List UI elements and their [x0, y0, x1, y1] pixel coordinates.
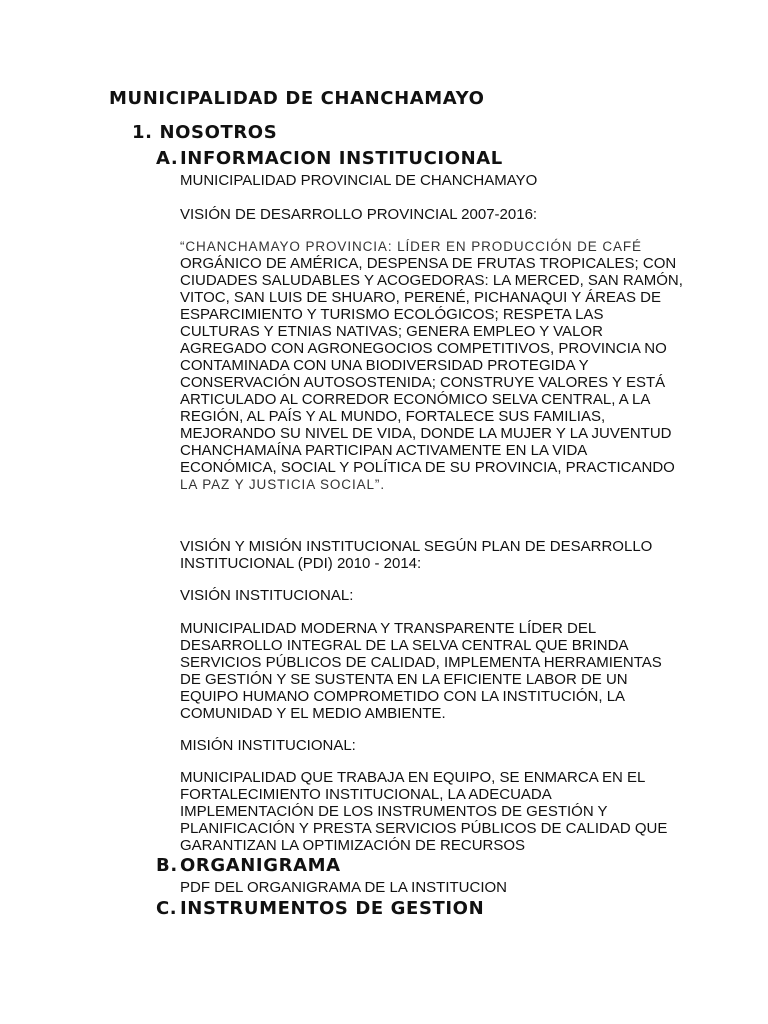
section-c-label: INSTRUMENTOS DE GESTION [180, 898, 485, 919]
paragraph-line: REGIÓN, AL PAÍS Y AL MUNDO, FORTALECE SUS FAMILIAS, [180, 408, 606, 425]
paragraph-line: PLANIFICACIÓN Y PRESTA SERVICIOS PÚBLICOS DE CALIDAD QUE [180, 820, 668, 837]
entity-name: MUNICIPALIDAD PROVINCIAL DE CHANCHAMAYO [180, 172, 538, 189]
paragraph-line: EQUIPO HUMANO COMPROMETIDO CON LA INSTITUCIÓN, LA [180, 688, 626, 705]
paragraph-line: INSTITUCIONAL (PDI) 2010 - 2014: [180, 555, 422, 572]
paragraph-line: CONTAMINADA CON UNA BIODIVERSIDAD PROTEGIDA Y [180, 357, 589, 374]
paragraph-line: ORGÁNICO DE AMÉRICA, DESPENSA DE FRUTAS TROPICALES; CON [180, 255, 677, 272]
organigrama-link-text: PDF DEL ORGANIGRAMA DE LA INSTITUCION [180, 879, 507, 896]
vision-provincial-paragraph [180, 238, 683, 493]
paragraph-line: SERVICIOS PÚBLICOS DE CALIDAD, IMPLEMENTA HERRAMIENTAS [180, 654, 662, 671]
paragraph-line: ESPARCIMIENTO Y TURISMO ECOLÓGICOS; RESPETA LAS [180, 306, 604, 323]
section-a-label: INFORMACION INSTITUCIONAL [180, 148, 503, 169]
paragraph-line: VITOC, SAN LUIS DE SHUARO, PERENÉ, PICHANAQUI Y ÁREAS DE [180, 289, 661, 306]
section-b-marker: B. [156, 855, 178, 876]
paragraph-line: “CHANCHAMAYO PROVINCIA: LÍDER EN PRODUCCIÓN DE CAFÉ [180, 239, 642, 254]
paragraph-line: ECONÓMICA, SOCIAL Y POLÍTICA DE SU PROVINCIA, PRACTICANDO [180, 459, 675, 476]
vision-institucional-heading: VISIÓN INSTITUCIONAL: [180, 587, 354, 604]
section-1-heading [132, 122, 277, 143]
paragraph-line: LA PAZ Y JUSTICIA SOCIAL”. [180, 477, 385, 492]
paragraph-line: CONSERVACIÓN AUTOSOSTENIDA; CONSTRUYE VALORES Y ESTÁ [180, 374, 666, 391]
paragraph-line: COMUNIDAD Y EL MEDIO AMBIENTE. [180, 705, 446, 722]
vision-provincial-heading: VISIÓN DE DESARROLLO PROVINCIAL 2007-2016: [180, 206, 538, 223]
section-c-marker: C. [156, 898, 178, 919]
pdi-heading [180, 538, 652, 572]
paragraph-line: CIUDADES SALUDABLES Y ACOGEDORAS: LA MERCED, SAN RAMÓN, [180, 272, 683, 289]
paragraph-line: CULTURAS Y ETNIAS NATIVAS; GENERA EMPLEO Y VALOR [180, 323, 603, 340]
section-1-label: NOSOTROS [159, 122, 278, 143]
paragraph-line: FORTALECIMIENTO INSTITUCIONAL, LA ADECUADA [180, 786, 552, 803]
vision-institucional-paragraph [180, 620, 662, 722]
paragraph-line: ARTICULADO AL CORREDOR ECONÓMICO SELVA CENTRAL, A LA [180, 391, 651, 408]
paragraph-line: GARANTIZAN LA OPTIMIZACIÓN DE RECURSOS [180, 837, 526, 854]
section-a-heading [156, 148, 503, 169]
paragraph-line: IMPLEMENTACIÓN DE LOS INSTRUMENTOS DE GESTIÓN Y [180, 803, 608, 820]
paragraph-line: MUNICIPALIDAD QUE TRABAJA EN EQUIPO, SE ENMARCA EN EL [180, 769, 646, 786]
section-a-marker: A. [156, 148, 179, 169]
paragraph-line: DE GESTIÓN Y SE SUSTENTA EN LA EFICIENTE LABOR DE UN [180, 671, 628, 688]
mision-institucional-heading: MISIÓN INSTITUCIONAL: [180, 737, 356, 754]
section-b-heading [156, 855, 341, 876]
paragraph-line: DESARROLLO INTEGRAL DE LA SELVA CENTRAL QUE BRINDA [180, 637, 629, 654]
paragraph-line: MEJORANDO SU NIVEL DE VIDA, DONDE LA MUJER Y LA JUVENTUD [180, 425, 672, 442]
paragraph-line: AGREGADO CON AGRONEGOCIOS COMPETITIVOS, PROVINCIA NO [180, 340, 667, 357]
section-b-label: ORGANIGRAMA [180, 855, 341, 876]
document-title: MUNICIPALIDAD DE CHANCHAMAYO [109, 88, 485, 109]
paragraph-line: MUNICIPALIDAD MODERNA Y TRANSPARENTE LÍDER DEL [180, 620, 597, 637]
paragraph-line: CHANCHAMAÍNA PARTICIPAN ACTIVAMENTE EN LA VIDA [180, 442, 588, 459]
paragraph-line: VISIÓN Y MISIÓN INSTITUCIONAL SEGÚN PLAN DE DESARROLLO [180, 538, 653, 555]
section-c-heading [156, 898, 484, 919]
section-1-number: 1. [132, 122, 153, 143]
mision-institucional-paragraph [180, 769, 667, 854]
